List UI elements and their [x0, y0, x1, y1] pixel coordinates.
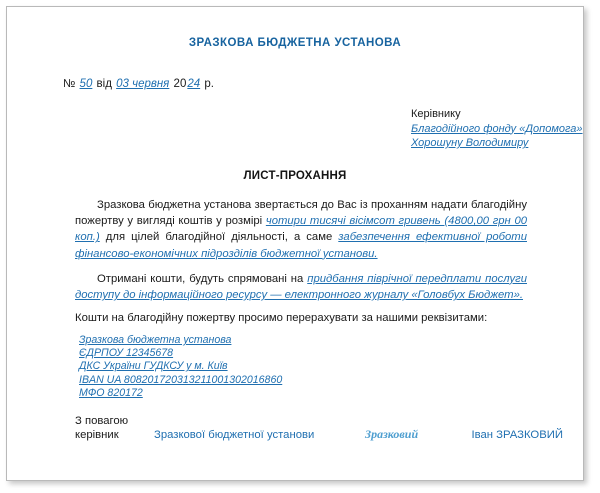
date-label: від	[96, 78, 112, 90]
paragraph-request-part2: для цілей благодійної діяльності, а саме	[99, 231, 339, 244]
signature-block	[75, 414, 563, 454]
requisite-edrpou[interactable]: ЄДРПОУ 12345678	[79, 347, 174, 360]
addressee-organization[interactable]: Благодійного фонду «Допомога»	[411, 122, 583, 135]
paragraph-request-part1: Зразкова бюджетна установа звертається до Вас із проханням надати благодійну пожертву у вигляді коштів у розмірі	[75, 199, 527, 228]
requisite-mfo[interactable]: МФО 820172	[79, 386, 143, 399]
paragraph-request	[75, 197, 527, 262]
number-label: №	[63, 78, 76, 90]
date-value[interactable]: 03 червня	[116, 78, 170, 90]
signature-position: керівник	[75, 429, 119, 441]
paragraph-usage	[75, 271, 527, 303]
signature-respect: З повагою	[75, 415, 129, 427]
document-title: ЛИСТ-ПРОХАННЯ	[243, 170, 347, 182]
organization-title: ЗРАЗКОВА БЮДЖЕТНА УСТАНОВА	[188, 37, 402, 49]
letter-body	[75, 197, 527, 312]
signature-autograph: Зразковий	[365, 427, 419, 441]
requisite-bank[interactable]: ДКС України ГУДКСУ у м. Київ	[79, 360, 228, 373]
number-value[interactable]: 50	[79, 78, 93, 90]
donation-amount[interactable]: чотири тисячі вісімсот гривень (4800,00 грн 00 коп.)	[75, 215, 528, 244]
year-suffix: р.	[204, 78, 214, 90]
year-value[interactable]: 24	[187, 78, 201, 90]
requisite-iban[interactable]: IBAN UA 808201720313211001302016860	[79, 373, 283, 386]
paragraph-usage-part1: Отримані кошти, будуть спрямовані на	[97, 272, 308, 285]
requisite-organization[interactable]: Зразкова бюджетна установа	[79, 334, 232, 346]
year-prefix: 20	[173, 78, 187, 90]
donation-purpose[interactable]: забезпечення ефективної роботи фінансово-економічних підрозділів бюджетної установи.	[75, 231, 527, 260]
requisites-lead-text: Кошти на благодійну пожертву просимо перерахувати за нашими реквізитами:	[75, 312, 488, 324]
usage-purpose[interactable]: придбання піврічної передплати послуги доступу до інформаційного ресурсу — електронного журналу «Головбух Бюджет».	[75, 272, 527, 302]
signature-name: Іван ЗРАЗКОВИЙ	[471, 429, 563, 441]
addressee-block	[411, 107, 583, 151]
addressee-person[interactable]: Хорошуну Володимиру	[411, 137, 529, 149]
requisites-list	[79, 334, 282, 400]
document-body	[7, 7, 583, 480]
document-number-date-line	[63, 78, 214, 90]
document-page	[6, 6, 584, 481]
addressee-role: Керівнику	[411, 108, 461, 120]
signature-organization: Зразкової бюджетної установи	[154, 429, 315, 441]
